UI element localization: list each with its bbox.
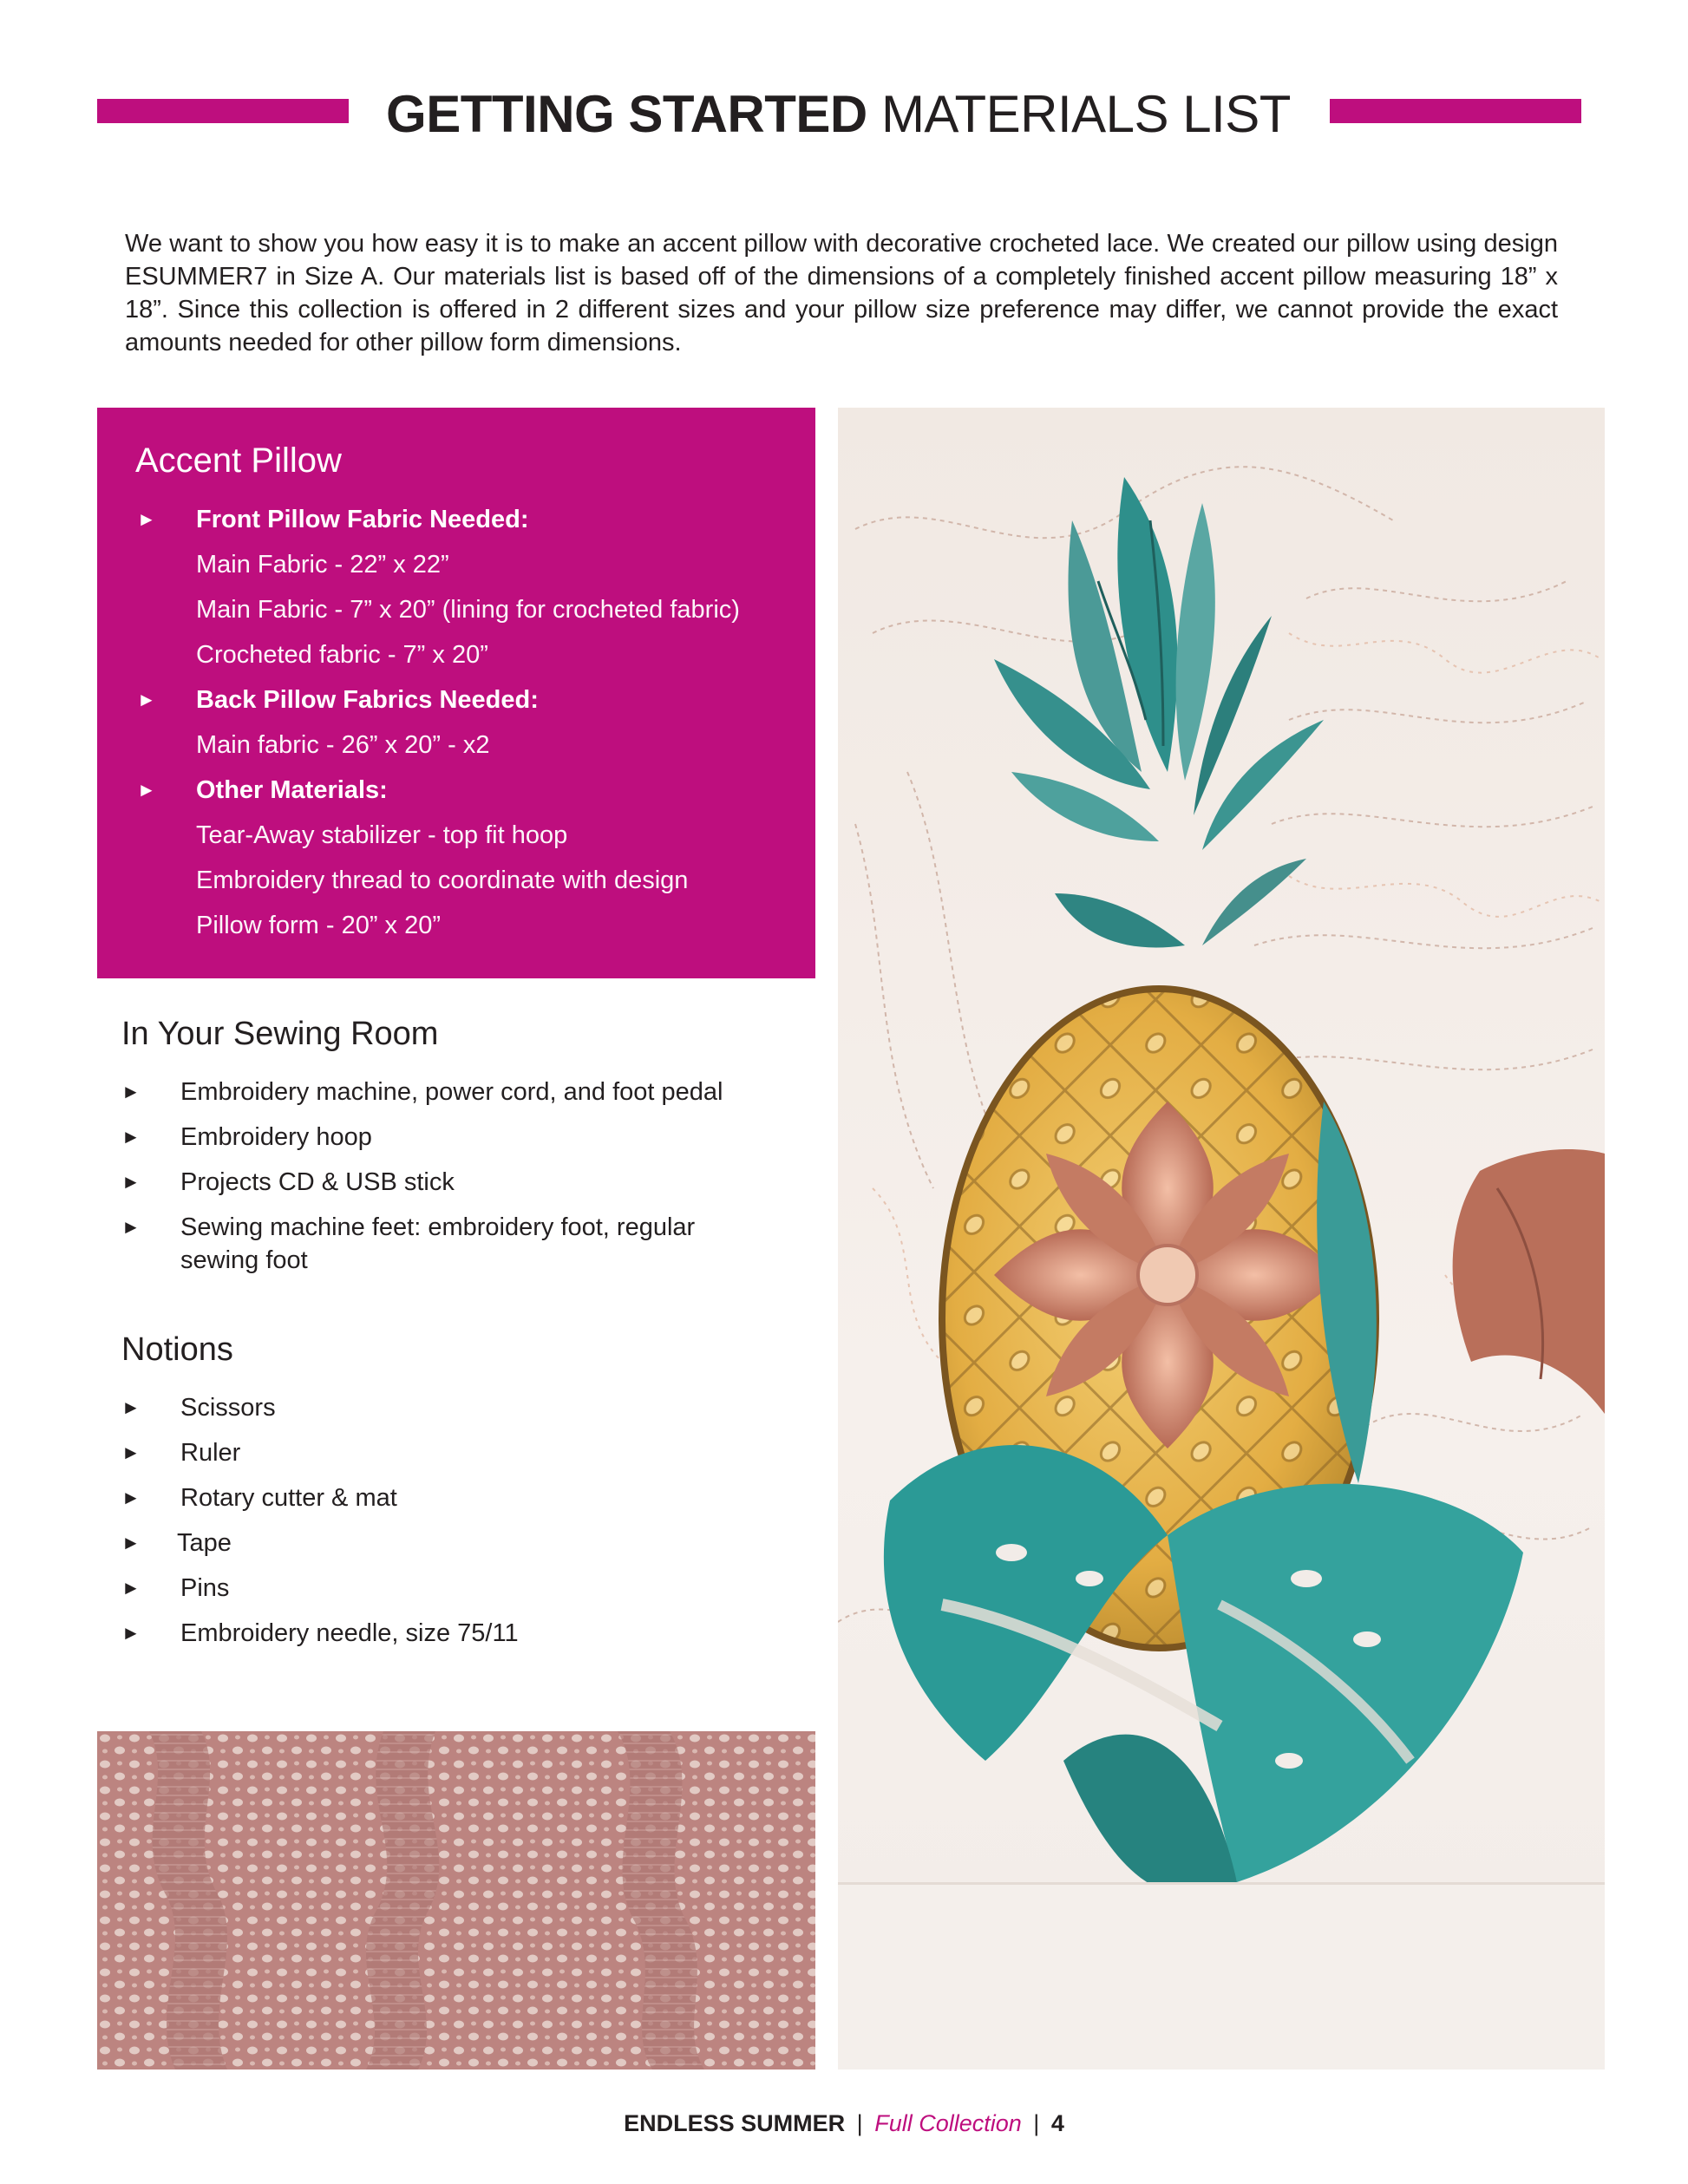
footer-separator: | xyxy=(1033,2110,1040,2136)
crocheted-lace-photo xyxy=(97,1731,815,2070)
list-item-text: Tear-Away stabilizer - top fit hoop xyxy=(196,821,568,849)
list-item-text: Main Fabric - 22” x 22” xyxy=(196,551,449,579)
list-item-text: Scissors xyxy=(180,1394,276,1422)
list-item-text: Embroidery machine, power cord, and foot pedal xyxy=(180,1078,723,1106)
header-bar-right xyxy=(1330,99,1581,123)
footer-separator: | xyxy=(856,2110,863,2136)
list-item-text: Main Fabric - 7” x 20” (lining for crocheted fabric) xyxy=(196,596,740,624)
footer-brand: ENDLESS SUMMER xyxy=(624,2110,846,2136)
page-title-bold: GETTING STARTED xyxy=(386,85,867,143)
arrow-right-icon: ► xyxy=(137,689,156,710)
arrow-right-icon: ► xyxy=(121,1487,141,1508)
arrow-right-icon: ► xyxy=(137,508,156,530)
header-bar-left xyxy=(97,99,349,123)
list-item-text: Crocheted fabric - 7” x 20” xyxy=(196,641,488,669)
list-item-text: Projects CD & USB stick xyxy=(180,1168,455,1196)
arrow-right-icon: ► xyxy=(121,1126,141,1148)
page-number: 4 xyxy=(1050,2110,1064,2136)
list-item-text: Rotary cutter & mat xyxy=(180,1484,397,1512)
group-heading: Back Pillow Fabrics Needed: xyxy=(196,686,539,714)
group-heading: Other Materials: xyxy=(196,776,388,804)
sewing-room-title: In Your Sewing Room xyxy=(121,1016,439,1052)
list-item-text: Embroidery needle, size 75/11 xyxy=(180,1619,519,1647)
intro-paragraph: We want to show you how easy it is to make an accent pillow with decorative crocheted lace. We created our pillow using design ESUMMER7 in Size A. Our materials list is based off of the dimensions of a completely finished accent pillow measuring 18” x 18”. Since this collection is offered in 2 different sizes and your pillow size preference may differ, we cannot provide the exact amounts needed for other pillow form dimensions. xyxy=(125,230,1558,356)
list-item-text: Ruler xyxy=(180,1439,241,1467)
list-item-text: Embroidery hoop xyxy=(180,1123,372,1151)
arrow-right-icon: ► xyxy=(121,1171,141,1193)
accent-pillow-title: Accent Pillow xyxy=(135,441,342,480)
list-item-text: Main fabric - 26” x 20” - x2 xyxy=(196,731,490,759)
list-item-text: Embroidery thread to coordinate with design xyxy=(196,866,689,894)
page-footer xyxy=(0,2108,1688,2139)
group-heading: Front Pillow Fabric Needed: xyxy=(196,506,529,533)
arrow-right-icon: ► xyxy=(121,1216,141,1238)
notions-title: Notions xyxy=(121,1331,233,1368)
arrow-right-icon: ► xyxy=(121,1622,141,1644)
list-item-text: Pillow form - 20” x 20” xyxy=(196,912,442,939)
page-title-light: MATERIALS LIST xyxy=(880,85,1291,143)
list-item-text: Sewing machine feet: embroidery foot, regular sewing foot xyxy=(180,1213,696,1274)
arrow-right-icon: ► xyxy=(121,1577,141,1599)
arrow-right-icon: ► xyxy=(137,779,156,801)
arrow-right-icon: ► xyxy=(121,1396,141,1418)
page-title xyxy=(347,82,1330,147)
arrow-right-icon: ► xyxy=(121,1532,141,1553)
arrow-right-icon: ► xyxy=(121,1442,141,1463)
pineapple-embroidery-photo xyxy=(838,408,1605,2070)
footer-collection: Full Collection xyxy=(874,2110,1022,2136)
list-item-text: Pins xyxy=(180,1574,230,1602)
arrow-right-icon: ► xyxy=(121,1081,141,1102)
list-item-text: Tape xyxy=(177,1529,232,1557)
